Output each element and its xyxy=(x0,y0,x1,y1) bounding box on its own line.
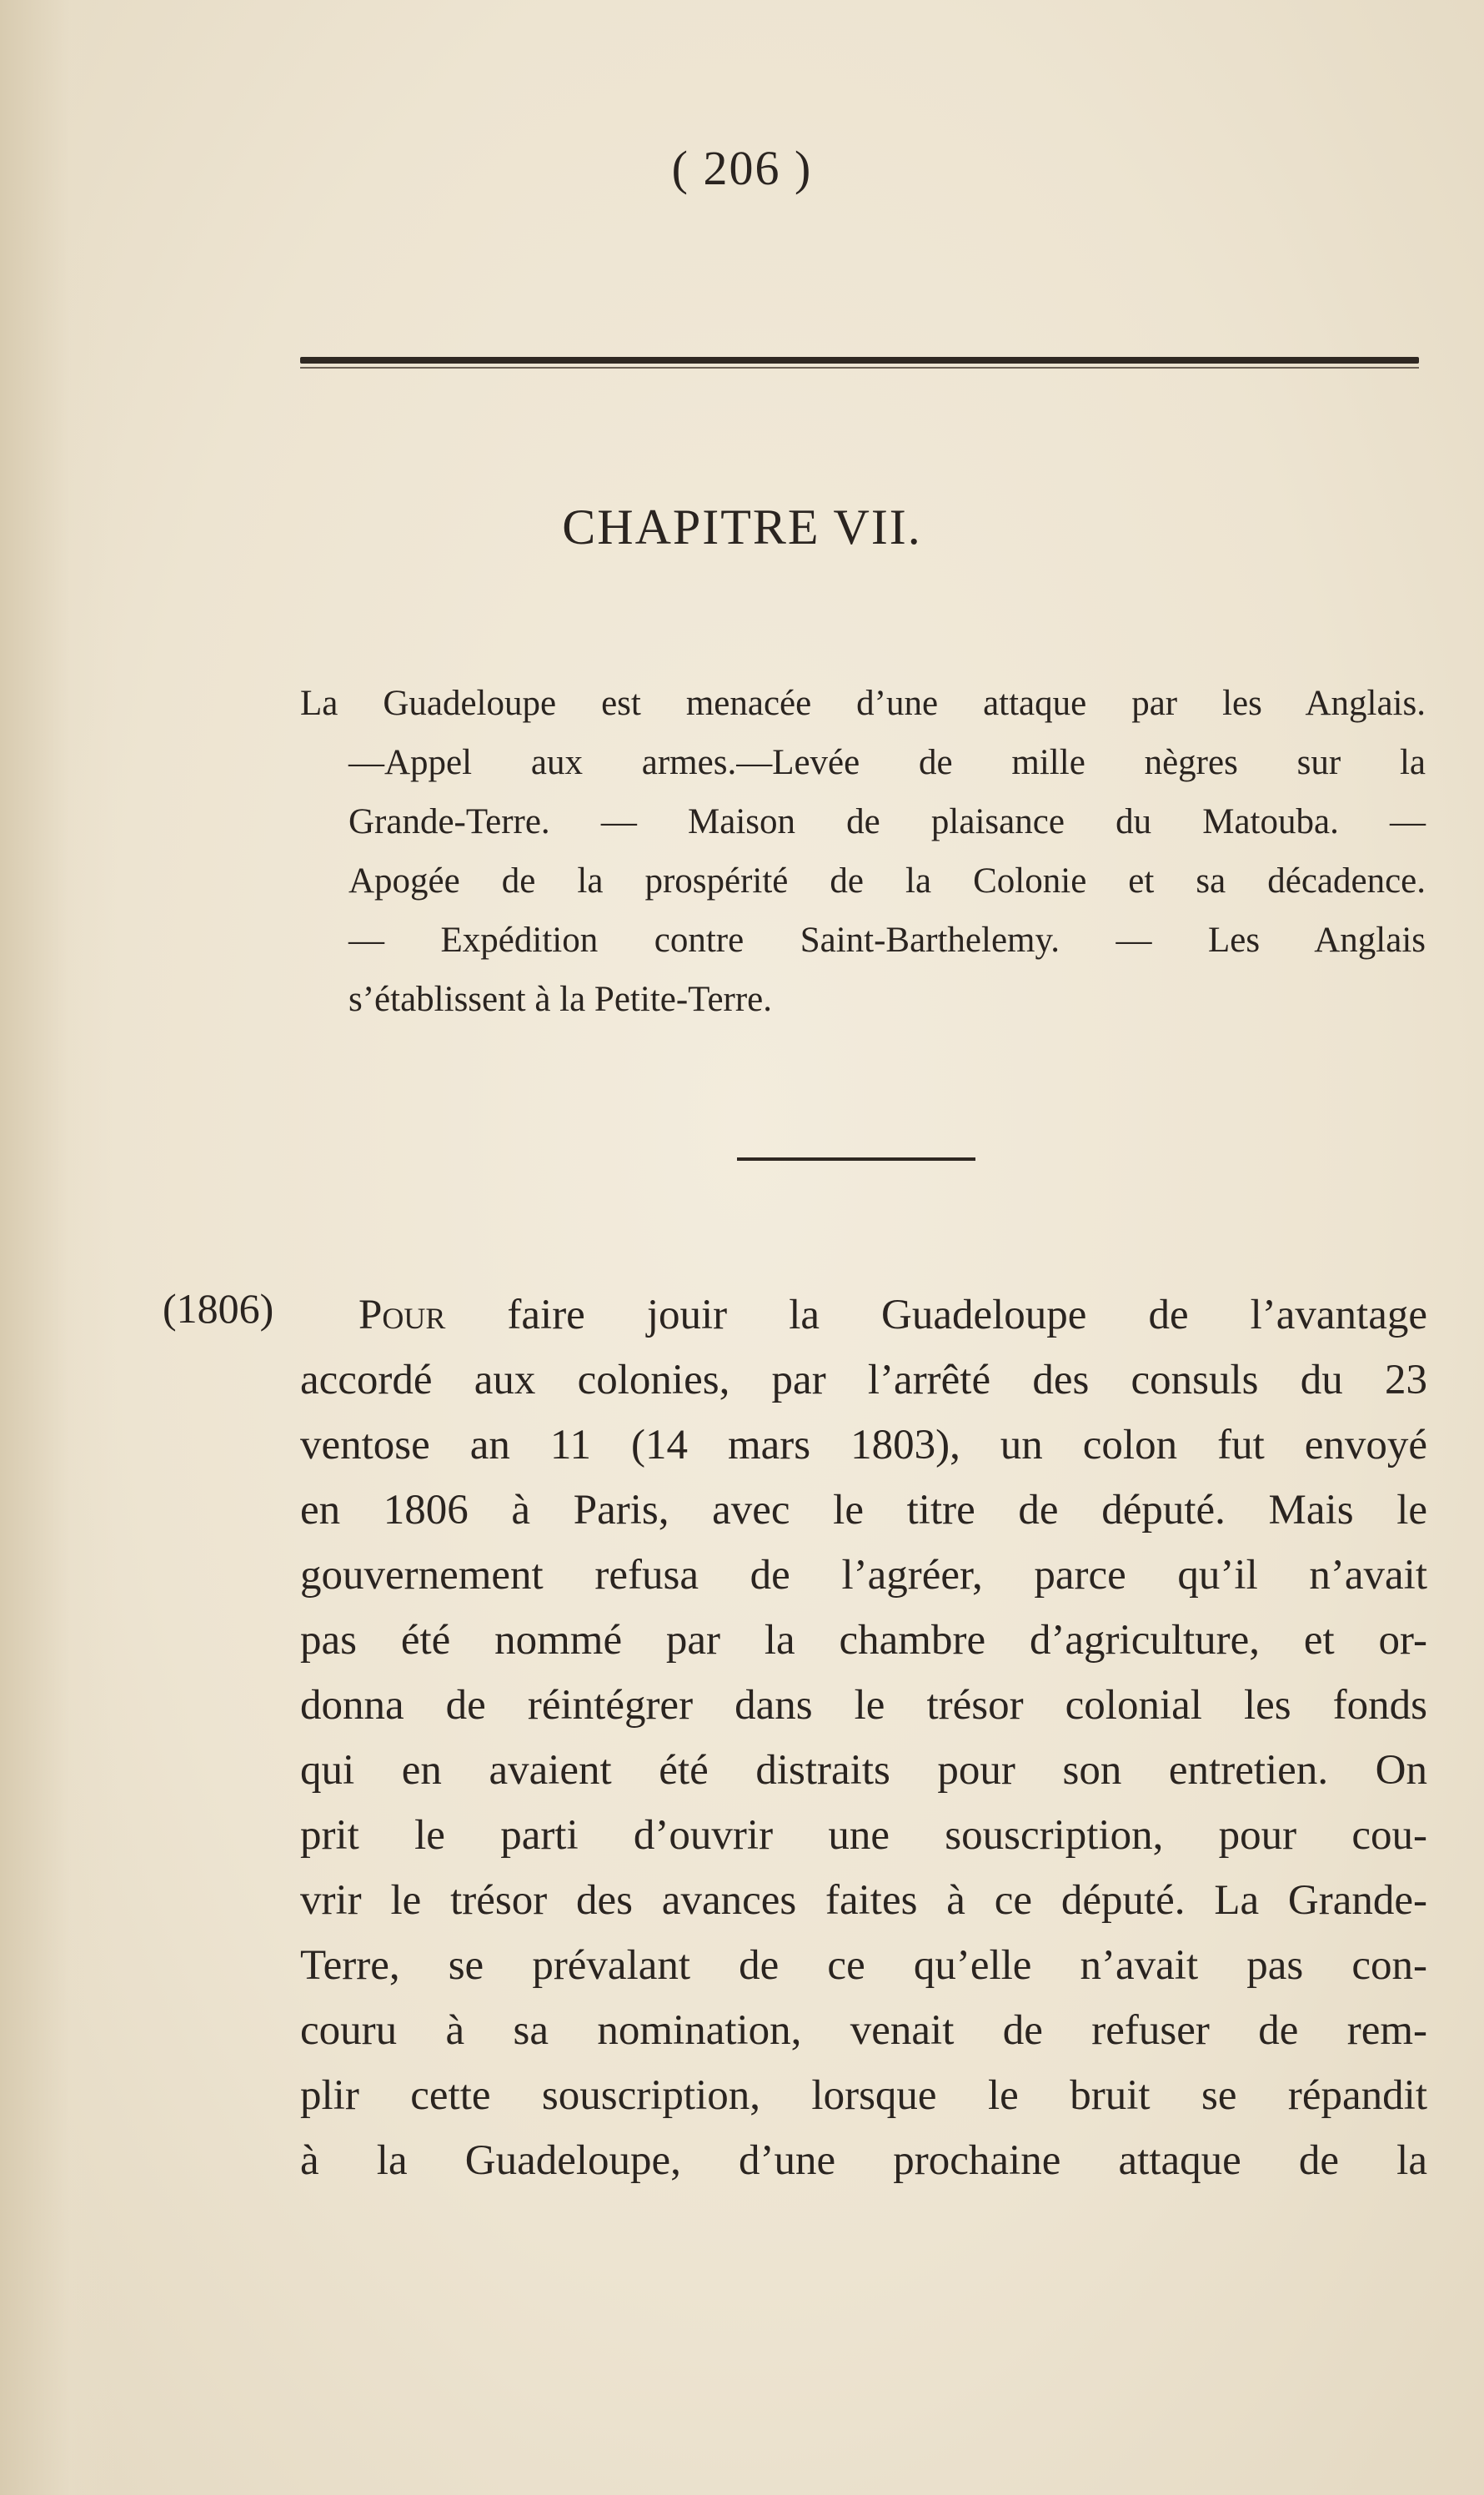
page-number: ( 206 ) xyxy=(671,141,813,195)
chapter-title: CHAPITRE VII. xyxy=(562,500,922,555)
body-line: ventose an 11 (14 mars 1803), un colon fut envoyé xyxy=(300,1422,1427,1468)
body-line: vrir le trésor des avances faites à ce député. La Grande- xyxy=(300,1877,1427,1924)
body-line: couru à sa nomination, venait de refuser de rem- xyxy=(300,2007,1427,2054)
body-line: qui en avaient été distraits pour son entretien. On xyxy=(300,1747,1427,1794)
body-first-line-text: faire jouir la Guadeloupe de l’avantage xyxy=(445,1292,1427,1338)
body-line: accordé aux colonies, par l’arrêté des consuls du 23 xyxy=(300,1357,1427,1403)
page-gutter-shadow xyxy=(0,0,117,2495)
body-line xyxy=(300,1283,1427,1348)
body-line: en 1806 à Paris, avec le titre de député. Mais le xyxy=(300,1487,1427,1534)
body-paragraph xyxy=(300,1283,1427,2193)
body-line: plir cette souscription, lorsque le bruit se répandit xyxy=(300,2072,1427,2119)
chapter-summary xyxy=(300,674,1426,1029)
header-rule-thin xyxy=(300,367,1419,369)
body-line: pas été nommé par la chambre d’agriculture, et or- xyxy=(300,1617,1427,1664)
summary-line: Grande-Terre. — Maison de plaisance du Matouba. — xyxy=(348,802,1426,841)
summary-line: s’établissent à la Petite-Terre. xyxy=(348,980,773,1019)
margin-year-note: (1806) xyxy=(163,1285,274,1332)
summary-line: Apogée de la prospérité de la Colonie et sa décadence. xyxy=(348,861,1426,901)
body-line: Terre, se prévalant de ce qu’elle n’avait pas con- xyxy=(300,1942,1427,1989)
body-line: à la Guadeloupe, d’une prochaine attaque de la xyxy=(300,2137,1427,2184)
summary-line: —Appel aux armes.—Levée de mille nègres sur la xyxy=(348,743,1426,782)
body-line: prit le parti d’ouvrir une souscription, pour cou- xyxy=(300,1812,1427,1859)
summary-line: La Guadeloupe est menacée d’une attaque par les Anglais. xyxy=(300,684,1426,723)
header-rule xyxy=(300,357,1419,364)
section-divider-rule xyxy=(737,1157,975,1161)
body-line: gouvernement refusa de l’agréer, parce qu’il n’avait xyxy=(300,1552,1427,1599)
body-line: donna de réintégrer dans le trésor colonial les fonds xyxy=(300,1682,1427,1729)
summary-line: — Expédition contre Saint-Barthelemy. — Les Anglais xyxy=(348,921,1426,960)
drop-word: Pour xyxy=(358,1292,446,1338)
